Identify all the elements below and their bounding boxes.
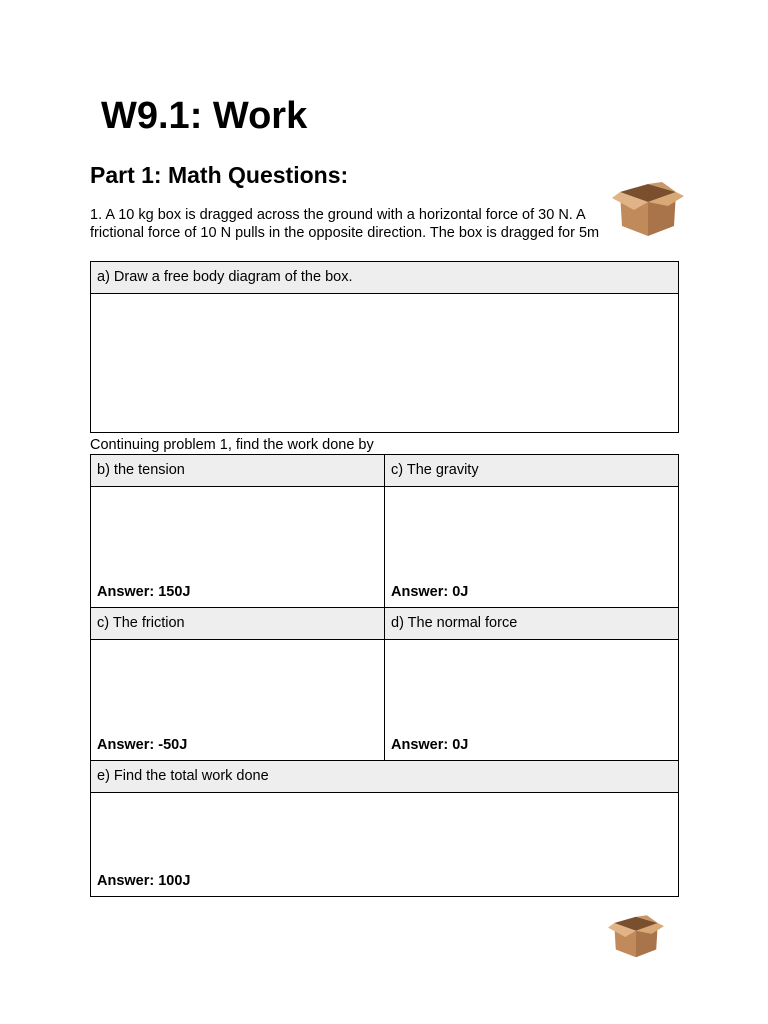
part-e-answer: Answer: 100J <box>97 873 191 889</box>
free-body-diagram-area[interactable] <box>90 293 679 433</box>
problem-statement: 1. A 10 kg box is dragged across the ground with a horizontal force of 30 N. A frictional force of 10 N pulls in the opposite direction. The box is dragged for 5m <box>90 207 600 241</box>
part-c-gravity-answer: Answer: 0J <box>391 584 469 600</box>
part-d-answer: Answer: 0J <box>391 737 469 753</box>
part-b-label: b) the tension <box>97 462 185 478</box>
part-a-label: a) Draw a free body diagram of the box. <box>97 269 353 285</box>
continuing-text: Continuing problem 1, find the work done by <box>90 437 374 453</box>
part-heading: Part 1: Math Questions: <box>90 162 349 188</box>
part-c-friction-header <box>90 607 385 640</box>
part-e-header <box>90 760 679 793</box>
part-d-label: d) The normal force <box>391 615 518 631</box>
part-c-gravity-label: c) The gravity <box>391 462 479 478</box>
part-b-header <box>90 454 385 487</box>
part-c-friction-label: c) The friction <box>97 615 185 631</box>
open-box-icon <box>612 182 684 238</box>
page-title: W9.1: Work <box>101 95 308 137</box>
part-c-friction-answer: Answer: -50J <box>97 737 188 753</box>
open-box-icon <box>608 914 664 960</box>
part-c-gravity-header <box>384 454 679 487</box>
part-b-answer: Answer: 150J <box>97 584 191 600</box>
part-d-header <box>384 607 679 640</box>
part-a-header <box>90 261 679 294</box>
part-e-label: e) Find the total work done <box>97 768 269 784</box>
